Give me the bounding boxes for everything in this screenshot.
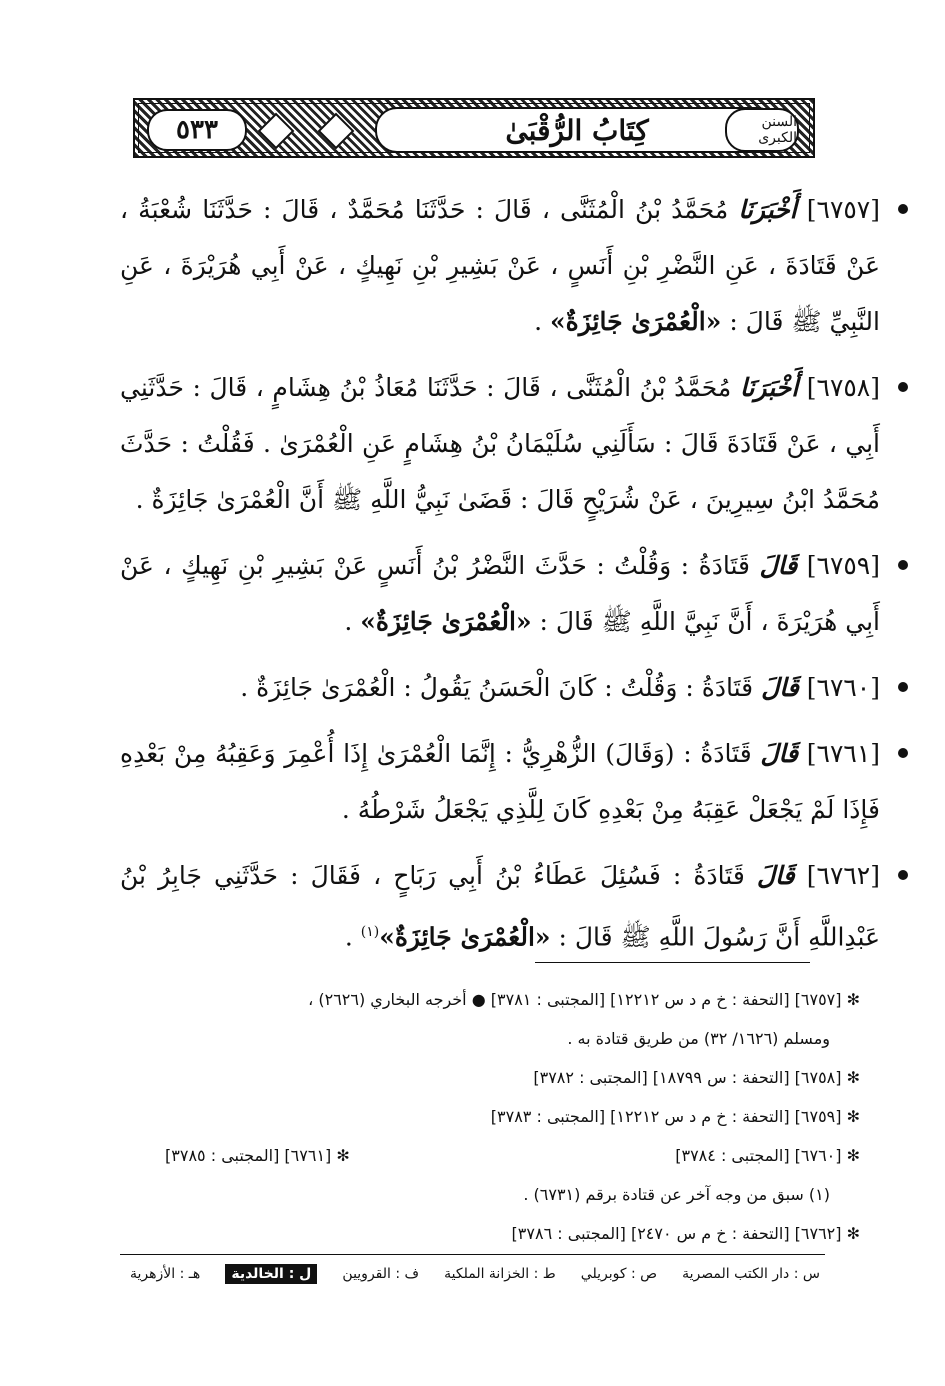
hadith-quote: «الْعُمْرَىٰ جَائِزَةٌ»: [379, 922, 551, 952]
footnote-row: [125, 1136, 860, 1175]
page-header: [133, 98, 815, 158]
hadith-quote: «الْعُمْرَىٰ جَائِزَةٌ»: [550, 307, 722, 336]
book-title: كِتَابُ الرُّقْبَىٰ: [375, 107, 779, 153]
legend-item: س : دار الكتب المصرية: [682, 1266, 820, 1282]
bullet-icon: [898, 560, 908, 570]
hadith-number: [٦٧٥٧]: [806, 195, 880, 224]
page-number: ٥٣٣: [147, 109, 247, 151]
footnote-line: ✻ [٦٧٦٠] [المجتبى : ٣٧٨٤]: [675, 1146, 860, 1165]
hadith-number: [٦٧٥٩]: [806, 551, 880, 580]
legend-item: ف : القرويين: [342, 1266, 420, 1282]
hadith-tail: .: [534, 307, 551, 336]
hadith-text: مُحَمَّدُ بْنُ الْمُثَنَّى ، قَالَ : حَدَّثَنَا مُحَمَّدٌ ، قَالَ : حَدَّثَنَا شُعْبَةُ ، عَنْ قَتَادَةَ ، عَنِ النَّضْرِ بْنِ أَنَسٍ ، عَنْ بَشِيرِ بْنِ نَهِيكٍ ، عَنْ أَبِي هُرَيْرَةَ ، عَنِ النَّبِيِّ ﷺ قَالَ :: [120, 195, 880, 336]
hadith-6758: [120, 360, 880, 528]
footnote-line: ✻ [٦٧٥٨] [التحفة : س ١٨٧٩٩] [المجتبى : ٣٧٨٢]: [533, 1068, 860, 1087]
hadith-lead: قَالَ: [760, 739, 799, 768]
manuscript-legend: [130, 1264, 820, 1284]
legend-divider: [120, 1254, 825, 1255]
hadith-6760: [120, 660, 880, 716]
hadith-text: قَتَادَةُ : فَسُئِلَ عَطَاءُ بْنُ أَبِي رَبَاحٍ ، فَقَالَ : حَدَّثَنِي جَابِرُ بْنُ عَبْدِاللَّهِ أَنَّ رَسُولَ اللَّهِ ﷺ قَالَ :: [120, 861, 880, 952]
bullet-icon: [898, 748, 908, 758]
hadith-text: قَتَادَةُ : (وَقَالَ) الزُّهْرِيُّ : إِنَّمَا الْعُمْرَىٰ إِذَا أُعْمِرَ وَعَقِبُهُ مِنْ بَعْدِهِ فَإِذَا لَمْ يَجْعَلْ عَقِبَهُ مِنْ بَعْدِهِ كَانَ لِلَّذِي يَجْعَلُ شَرْطُهُ .: [120, 739, 880, 824]
bullet-icon: [898, 204, 908, 214]
hadith-lead: أَخْبَرَنَا: [738, 195, 797, 224]
hadith-lead: قَالَ: [756, 861, 795, 890]
hadith-list: [120, 182, 880, 975]
legend-item-highlighted: ل : الخالدية: [225, 1264, 317, 1284]
bullet-icon: [898, 682, 908, 692]
hadith-number: [٦٧٦٢]: [806, 861, 880, 890]
footnote-line: ✻ [٦٧٥٩] [التحفة : خ م د س ١٢٢١٢] [المجتبى : ٣٧٨٣]: [490, 1107, 860, 1126]
hadith-number: [٦٧٦٠]: [806, 673, 880, 702]
footnote-note: (١) سبق من وجه آخر عن قتادة برقم (٦٧٣١) .: [523, 1185, 830, 1204]
hadith-lead: قَالَ: [759, 551, 798, 580]
hadith-number: [٦٧٦١]: [806, 739, 881, 768]
legend-item: ص : كوبريلي: [580, 1266, 658, 1282]
legend-item: ط : الخزانة الملكية: [444, 1266, 556, 1282]
book-emblem: السنن الكبرى: [725, 108, 799, 152]
footnote-divider: [535, 962, 810, 963]
footnote-line: ✻ [٦٧٦٢] [التحفة : خ م س ٢٤٧٠] [المجتبى : ٣٧٨٦]: [511, 1224, 860, 1243]
hadith-tail: .: [344, 607, 361, 636]
bullet-icon: [898, 870, 908, 880]
hadith-quote: «الْعُمْرَىٰ جَائِزَةٌ»: [360, 607, 532, 636]
hadith-6757: [120, 182, 880, 350]
footnote-ref[interactable]: (١): [360, 924, 380, 940]
footnote-line: ✻ [٦٧٥٧] [التحفة : خ م د س ١٢٢١٢] [المجتبى : ٣٧٨١] ● أخرجه البخاري (٢٦٢٦) ،: [308, 990, 860, 1009]
hadith-6759: [120, 538, 880, 650]
hadith-text: قَتَادَةُ : وَقُلْتُ : كَانَ الْحَسَنُ يَقُولُ : الْعُمْرَىٰ جَائِزَةٌ .: [240, 673, 754, 702]
hadith-lead: قَالَ: [761, 673, 799, 702]
footnote-line: ✻ [٦٧٦١] [المجتبى : ٣٧٨٥]: [165, 1146, 350, 1165]
hadith-text: قَتَادَةُ : وَقُلْتُ : حَدَّثَ النَّضْرُ بْنُ أَنَسٍ عَنْ بَشِيرِ بْنِ نَهِيكٍ ، عَنْ أَبِي هُرَيْرَةَ ، أَنَّ نَبِيَّ اللَّهِ ﷺ قَالَ :: [120, 551, 880, 636]
footnote-line: ومسلم (١٦٢٦/ ٣٢) من طريق قتادة به .: [567, 1029, 830, 1048]
footnotes: [125, 980, 860, 1253]
hadith-text: مُحَمَّدُ بْنُ الْمُثَنَّى ، قَالَ : حَدَّثَنَا مُعَاذُ بْنُ هِشَامٍ ، قَالَ : حَدَّثَنِي أَبِي ، عَنْ قَتَادَةَ قَالَ : سَأَلَنِي سُلَيْمَانُ بْنُ هِشَامٍ عَنِ الْعُمْرَىٰ . فَقُلْتُ : حَدَّثَ مُحَمَّدُ ابْنُ سِيرِينَ ، عَنْ شُرَيْحٍ قَالَ : قَضَىٰ نَبِيُّ اللَّهِ ﷺ أَنَّ الْعُمْرَىٰ جَائِزَةٌ .: [120, 373, 880, 514]
legend-item: هـ : الأزهرية: [130, 1266, 201, 1282]
hadith-number: [٦٧٥٨]: [806, 373, 880, 402]
hadith-tail: .: [344, 922, 361, 952]
hadith-6762: [120, 848, 880, 965]
hadith-6761: [120, 726, 880, 838]
hadith-lead: أَخْبَرَنَا: [739, 373, 799, 402]
bullet-icon: [898, 382, 908, 392]
